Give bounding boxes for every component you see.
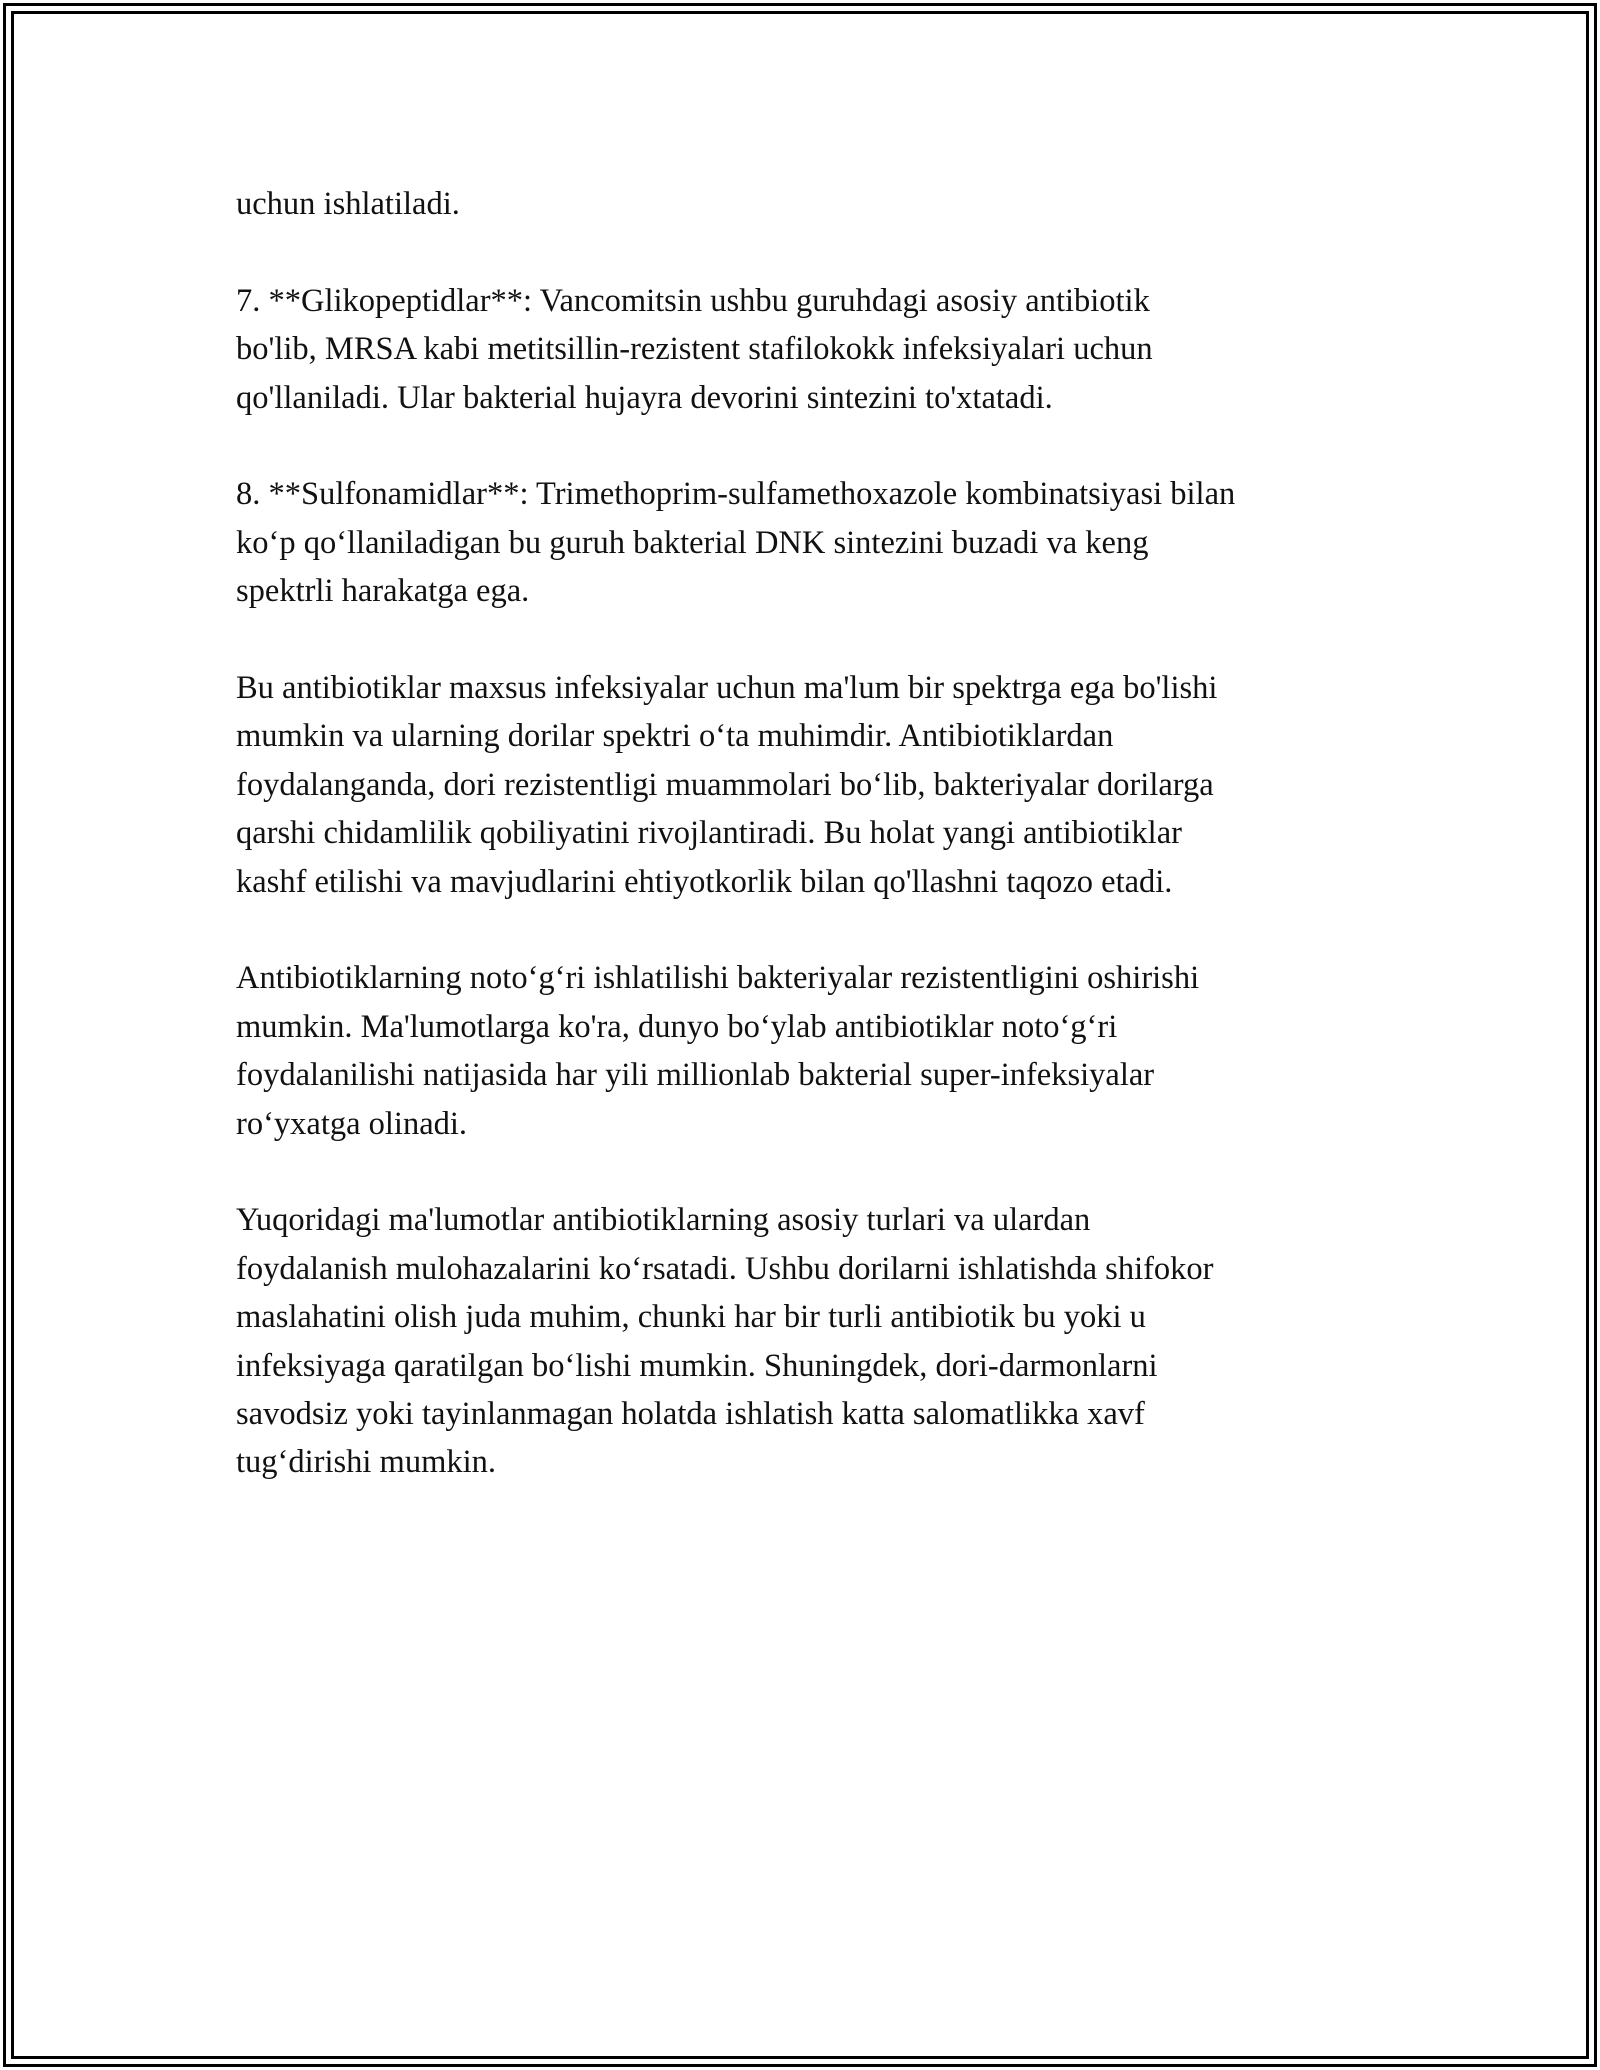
paragraph-continuation: uchun ishlatiladi. <box>236 186 460 222</box>
paragraph-conclusion: Yuqoridagi ma'lumotlar antibiotiklarning asosiy turlari va ulardan foydalanish mulohazalarini ko‘rsatadi. Ushbu dorilarni ishlatishda shifokor maslahatini olish juda muhim, chunki har bir turli antibiotik bu yoki u infeksiyaga qaratilgan bo‘lishi mumkin. Shuningdek, dori-darmonlarni savodsiz yoki tayinlanmagan holatda ishlatish katta salomatlikka xavf tug‘dirishi mumkin. <box>236 1202 1214 1481</box>
paragraph-sulfonamidlar: 8. **Sulfonamidlar**: Trimethoprim-sulfamethoxazole kombinatsiyasi bilan ko‘p qo‘llaniladigan bu guruh bakterial DNK sintezini buzadi va keng spektrli harakatga ega. <box>236 476 1236 610</box>
paragraph-glikopeptidlar: 7. **Glikopeptidlar**: Vancomitsin ushbu guruhdagi asosiy antibiotik bo'lib, MRSA kabi metitsillin-rezistent stafilokokk infeksiyalari uchun qo'llaniladi. Ular bakterial hujayra devorini sintezini to'xtatadi. <box>236 282 1153 416</box>
paragraph-antibiotic-spectrum: Bu antibiotiklar maxsus infeksiyalar uchun ma'lum bir spektrga ega bo'lishi mumkin va ularning dorilar spektri o‘ta muhimdir. Antibiotiklardan foydalanganda, dori rezistentligi muammolari bo‘lib, bakteriyalar dorilarga qarshi chidamlilik qobiliyatini rivojlantiradi. Bu holat yangi antibiotiklar kashf etilishi va mavjudlarini ehtiyotkorlik bilan qo'llashni taqozo etadi. <box>236 670 1218 900</box>
paragraph-misuse: Antibiotiklarning noto‘g‘ri ishlatilishi bakteriyalar rezistentligini oshirishi mumkin. Ma'lumotlarga ko'ra, dunyo bo‘ylab antibiotiklar noto‘g‘ri foydalanilishi natijasida har yili millionlab bakterial super-infeksiyalar ro‘yxatga olinadi. <box>236 960 1200 1142</box>
document-body <box>236 180 1396 1535</box>
